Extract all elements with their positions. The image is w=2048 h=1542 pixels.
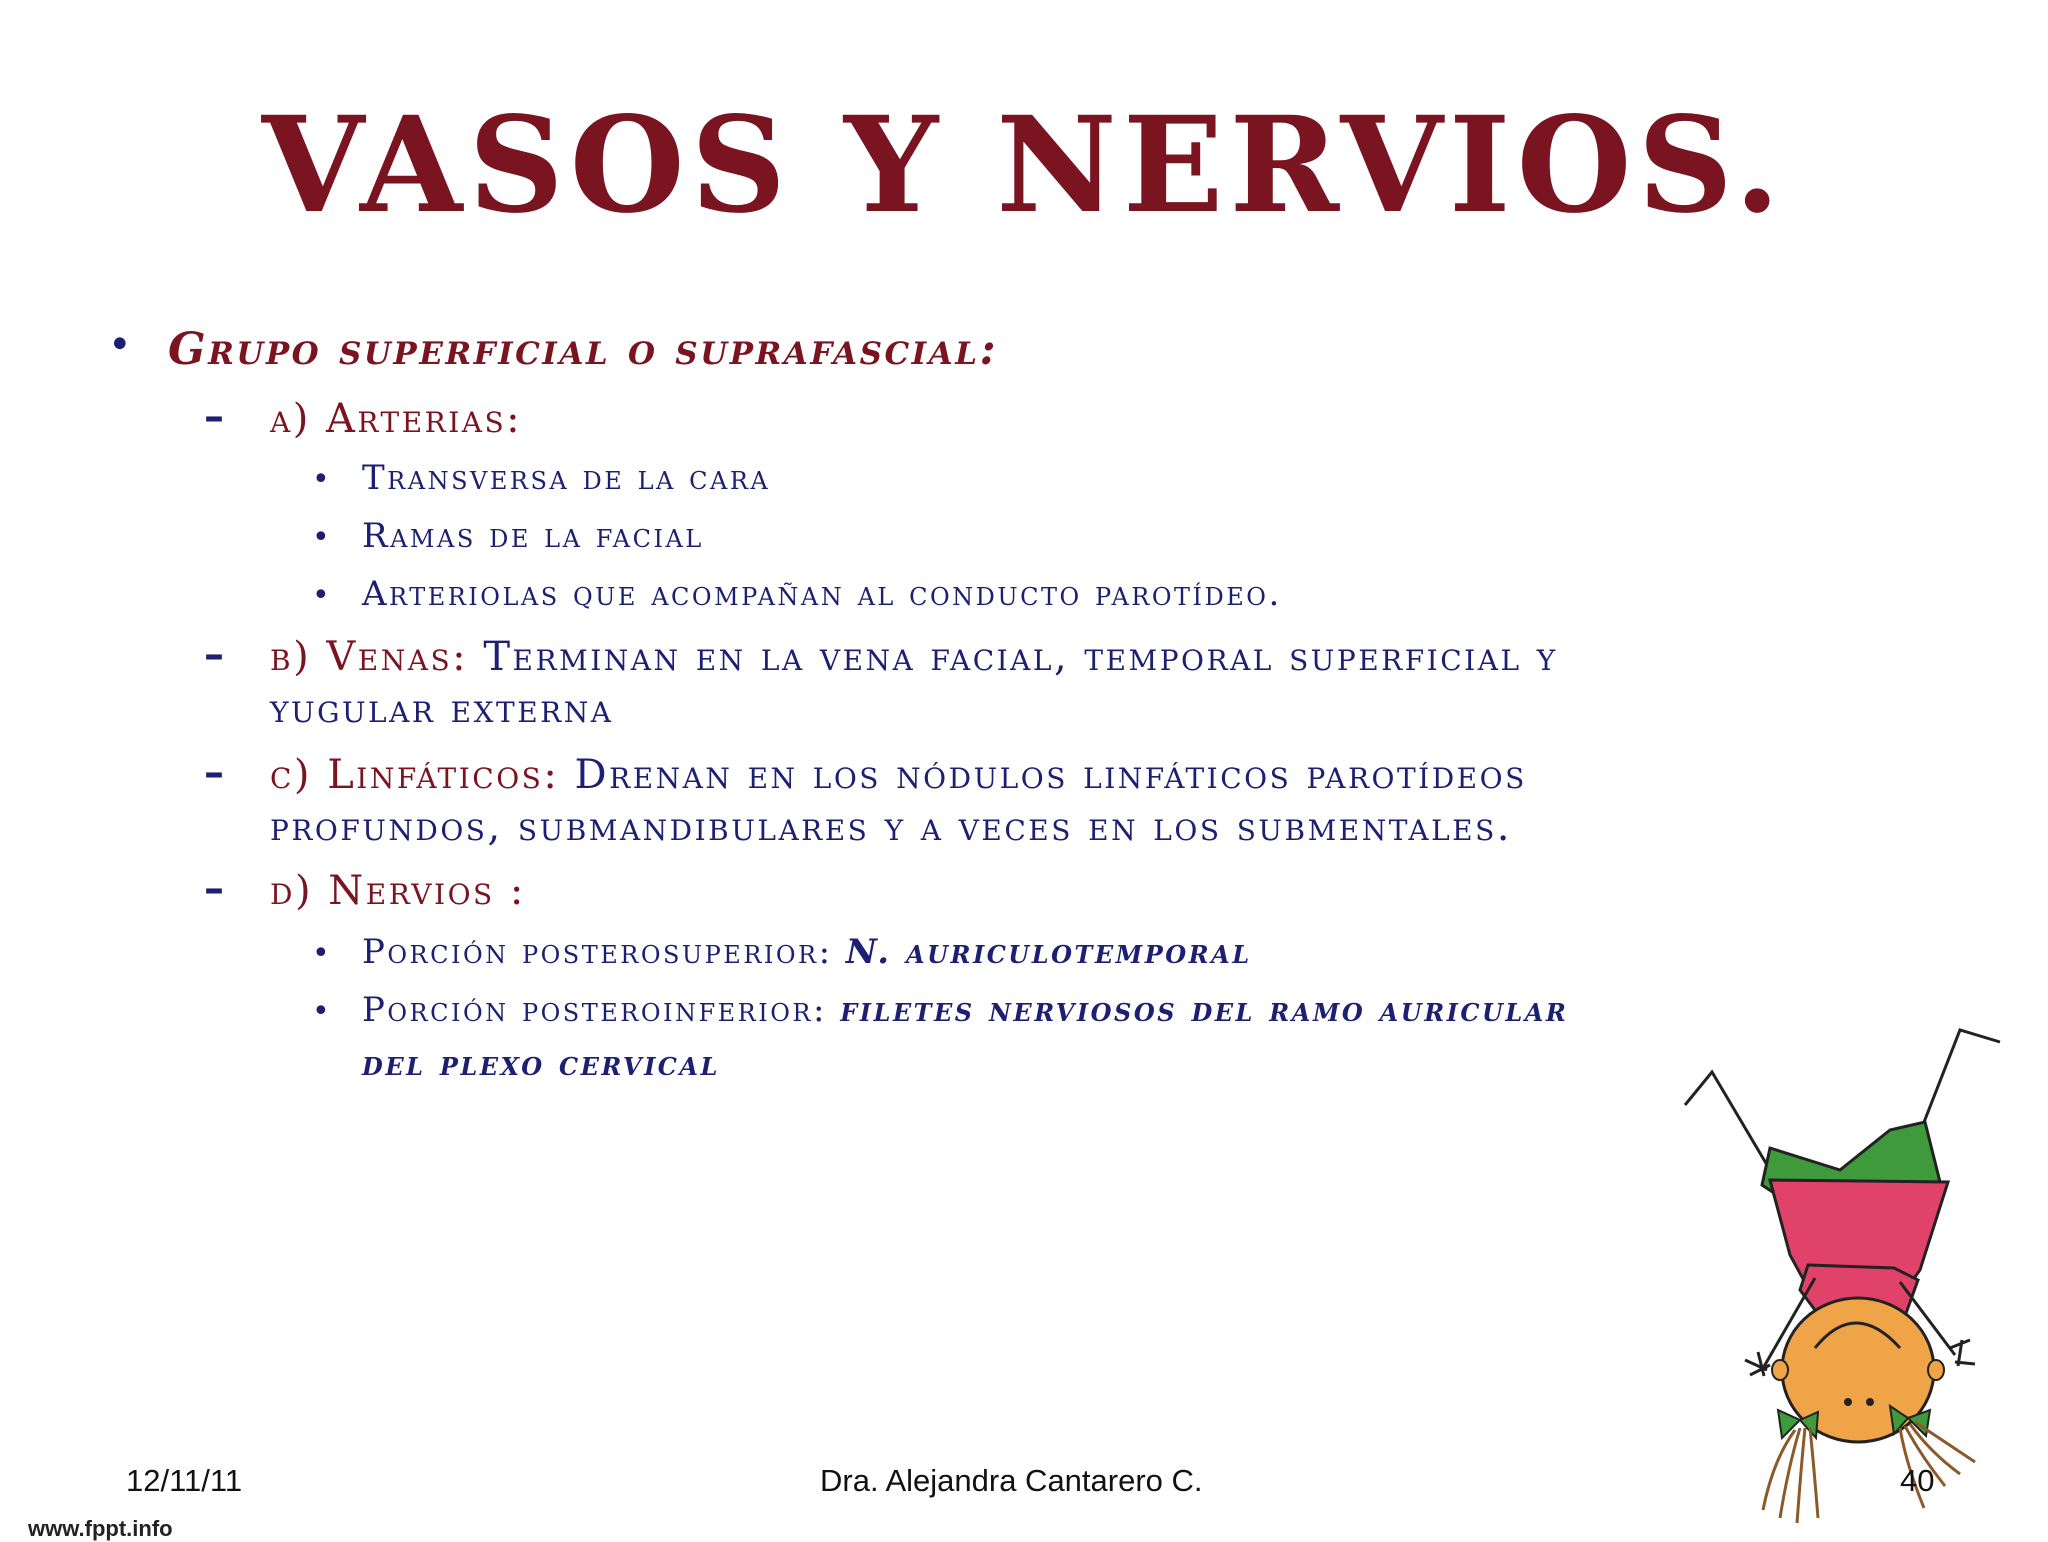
nervio-item [362,932,1252,972]
linfaticos-text: Drenan en los nódulos linfáticos parotídeos [574,752,1527,798]
nervios-label: d) Nervios : [270,868,526,914]
dash-marker: – [204,866,224,912]
arteria-item: Transversa de la cara [362,458,771,498]
nervio-item-value: N. auriculotemporal [845,932,1252,972]
bullet-marker: • [312,578,330,613]
nervio-item-value: filetes nerviosos del ramo auricular [840,990,1569,1030]
arteria-item: Arteriolas que acompañan al conducto parotídeo. [362,574,1282,614]
nervio-item-value-continued: del plexo cervical [362,1044,720,1084]
dash-marker: – [204,394,224,440]
nervio-item [362,990,1568,1030]
group-heading: Grupo superficial o suprafascial: [168,324,999,375]
venas-label: b) Venas: [270,634,469,680]
linfaticos-text-continued: profundos, submandibulares y a veces en los submentales. [270,804,1512,850]
footer-date: 12/11/11 [126,1463,243,1498]
linfaticos-line [270,752,1527,798]
handstand-child-icon [1650,1010,2030,1530]
bullet-marker: • [312,462,330,497]
bullet-marker: • [108,322,132,368]
arteria-item: Ramas de la facial [362,516,704,556]
dash-marker: – [204,750,224,796]
dash-marker: – [204,632,224,678]
venas-line [270,634,1558,680]
bullet-marker: • [312,520,330,555]
nervio-item-label: Porción posteroinferior: [362,990,827,1030]
venas-text: Terminan en la vena facial, temporal superficial y [483,634,1558,680]
venas-text-continued: yugular externa [270,686,614,732]
watermark-link[interactable]: www.fppt.info [28,1516,173,1541]
linfaticos-label: c) Linfáticos: [270,752,560,798]
slide-title: VASOS Y NERVIOS. [261,88,1787,243]
bullet-marker: • [312,994,330,1029]
bullet-marker: • [312,936,330,971]
footer-author: Dra. Alejandra Cantarero C. [820,1463,1203,1498]
arterias-label: a) Arterias: [270,396,523,442]
footer-page-number: 40 [1900,1463,1935,1498]
nervio-item-label: Porción posterosuperior: [362,932,833,972]
